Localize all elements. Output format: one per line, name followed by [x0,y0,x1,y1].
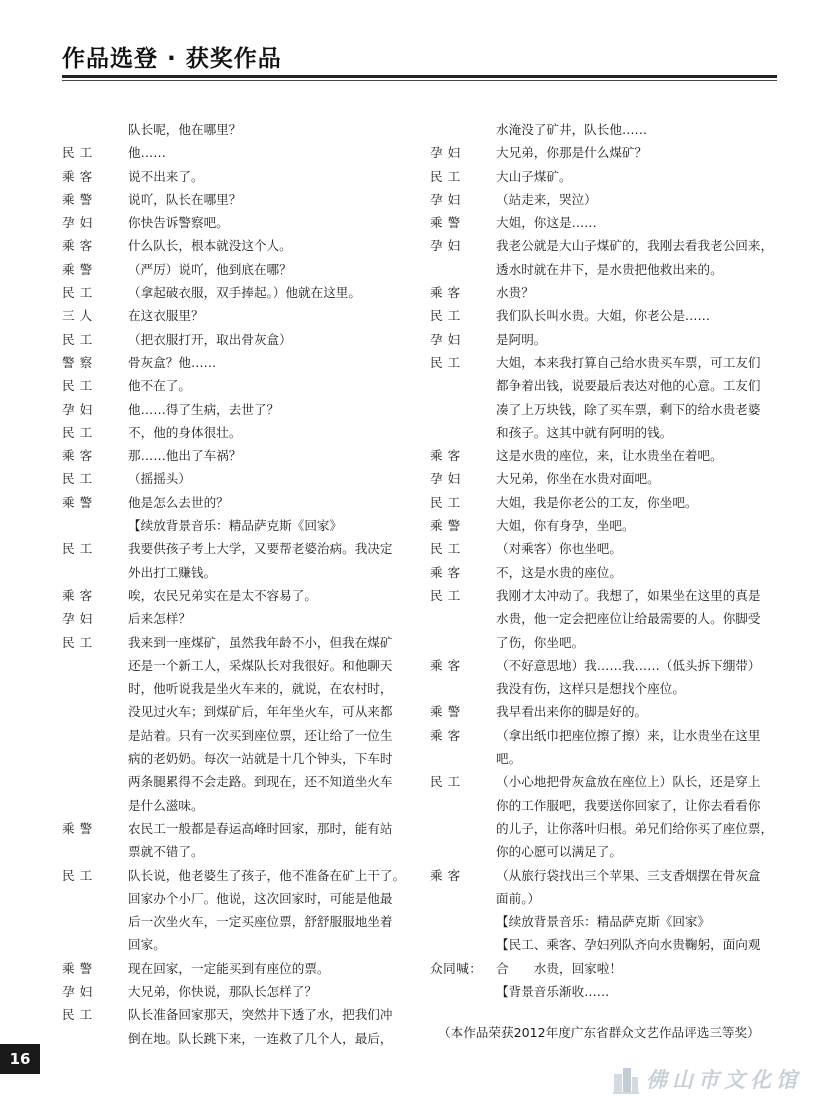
script-line [430,141,775,164]
speaker-label: 民 工 [430,587,461,603]
dialogue-text: 你的心愿可以满足了。 [496,844,622,860]
script-line [62,864,407,887]
dialogue-text: 说不出来了。 [128,168,204,184]
speaker-label: 乘 客 [62,238,93,254]
dialogue-text: 透水时就在井下，是水贵把他救出来的。 [496,261,723,277]
speaker-label: 民 工 [62,285,93,301]
speaker-label: 乘 警 [62,494,93,510]
building-logo-icon [612,1064,640,1094]
dialogue-text: 了伤，你坐吧。 [496,634,585,650]
script-line [430,304,775,327]
dialogue-text: 大兄弟，你快说，那队长怎样了？ [128,983,317,999]
dialogue-text: （站走来，哭泣） [496,191,597,207]
dialogue-text: 【续放背景音乐：精品萨克斯《回家》 [496,914,711,930]
dialogue-text: 合 水贵，回家啦！ [496,960,622,976]
script-line [62,444,407,467]
script-line [62,561,407,584]
speaker-label: 乘 客 [430,564,461,580]
dialogue-text: 队长说，他老婆生了孩子，他不准备在矿上干了。 [128,867,406,883]
script-line [62,118,407,141]
dialogue-text: 大姐，本来我打算自己给水贵买车票，可工友们 [496,354,761,370]
dialogue-text: 什么队长，根本就没这个人。 [128,238,292,254]
speaker-label: 民 工 [62,145,93,161]
dialogue-text: 队长呢，他在哪里？ [128,122,242,137]
dialogue-text: 水贵，他一定会把座位让给最需要的人。你脚受 [496,611,761,627]
dialogue-text: 你快告诉警察吧。 [128,215,229,231]
header-rule-thin [62,80,777,81]
dialogue-text: （小心地把骨灰盒放在座位上）队长，还是穿上 [496,774,761,790]
dialogue-text: 我早看出来你的脚是好的。 [496,704,648,720]
speaker-label: 民 工 [62,1007,93,1023]
dialogue-text: 那……他出了车祸？ [128,448,242,464]
dialogue-text: 农民工一般都是春运高峰时回家，那时，能有站 [128,820,393,836]
speaker-label: 民 工 [62,867,93,883]
script-line [430,700,775,723]
speaker-label: 乘 客 [430,867,461,883]
script-line [430,980,775,1003]
script-line [62,677,407,700]
speaker-label: 孕 妇 [430,145,461,161]
script-line [62,467,407,490]
dialogue-text: 回家。 [128,937,166,953]
speaker-label: 乘 客 [430,448,461,464]
script-line [62,700,407,723]
script-line [62,957,407,980]
dialogue-text: 他不在了。 [128,378,191,394]
speaker-label: 民 工 [430,541,461,557]
script-line [62,607,407,630]
dialogue-text: 时，他听说我是坐火车来的，就说，在农村时， [128,681,393,697]
script-line [430,374,775,397]
script-line [62,188,407,211]
dialogue-text: 大姐，我是你老公的工友，你坐吧。 [496,494,698,510]
dialogue-text: 是什么滋味。 [128,797,204,813]
dialogue-text: 倒在地。队长跳下来，一连救了几个人，最后， [128,1030,393,1046]
dialogue-text: （不好意思地）我……我……（低头拆下绷带） [496,657,761,673]
speaker-label: 乘 警 [62,820,93,836]
speaker-label: 乘 警 [62,960,93,976]
speaker-label: 乘 警 [62,191,93,207]
dialogue-text: 凑了上万块钱，除了买车票，剩下的给水贵老婆 [496,401,761,417]
script-line [430,234,775,257]
speaker-label: 民 工 [430,774,461,790]
script-line [62,910,407,933]
script-line [430,165,775,188]
dialogue-text: 大兄弟，你坐在水贵对面吧。 [496,471,660,487]
script-line [430,118,775,141]
dialogue-text: 是站着。只有一次买到座位票，还让给了一位生 [128,727,393,743]
script-line [430,351,775,374]
script-line [62,631,407,654]
speaker-label: 乘 警 [62,261,93,277]
speaker-label: 孕 妇 [62,983,93,999]
dialogue-text: （把衣服打开，取出骨灰盒） [128,331,292,347]
dialogue-text: 外出打工赚钱。 [128,564,217,580]
dialogue-text: 不，这是水贵的座位。 [496,564,622,580]
script-line [62,165,407,188]
script-line [430,887,775,910]
watermark-text: 佛山市文化馆 [646,1067,802,1092]
dialogue-text: 【民工、乘客、孕妇列队齐向水贵鞠躬，面向观 [496,937,761,953]
script-line [62,141,407,164]
dialogue-text: 不，他的身体很壮。 [128,424,242,440]
speaker-label: 乘 警 [430,215,461,231]
page-number: 16 [0,1044,40,1074]
speaker-label: 孕 妇 [62,611,93,627]
dialogue-text: 还是一个新工人，采煤队长对我很好。和他聊天 [128,657,393,673]
speaker-label: 孕 妇 [430,331,461,347]
dialogue-text: 我们队长叫水贵。大姐，你老公是…… [496,308,711,324]
dialogue-text: 我刚才太冲动了。我想了，如果坐在这里的真是 [496,587,761,603]
script-line [430,724,775,747]
script-line [62,747,407,770]
script-line [62,840,407,863]
script-line [62,211,407,234]
dialogue-text: 骨灰盒？他…… [128,354,217,370]
script-line [430,817,775,840]
script-line [430,467,775,490]
dialogue-text: （对乘客）你也坐吧。 [496,541,622,557]
script-line [62,724,407,747]
dialogue-text: 两条腿累得不会走路。到现在，还不知道坐火车 [128,774,393,790]
right-script-column [430,118,775,1003]
dialogue-text: 他是怎么去世的？ [128,494,229,510]
script-line [430,258,775,281]
script-line [62,933,407,956]
speaker-label: 乘 警 [430,518,461,534]
speaker-label: 孕 妇 [430,238,461,254]
dialogue-text: 这是水贵的座位，来，让水贵坐在着吧。 [496,448,723,464]
speaker-label: 孕 妇 [62,401,93,417]
script-line [430,561,775,584]
dialogue-text: 你的工作服吧，我要送你回家了，让你去看看你 [496,797,761,813]
script-line [62,514,407,537]
script-line [430,328,775,351]
script-line [430,794,775,817]
dialogue-text: 和孩子。这其中就有阿明的钱。 [496,424,673,440]
dialogue-text: 后来怎样？ [128,611,191,627]
dialogue-text: 的儿子，让你落叶归根。弟兄们给你买了座位票， [496,820,774,836]
dialogue-text: 后一次坐火车，一定买座位票，舒舒服服地坐着 [128,914,393,930]
script-line [430,864,775,887]
script-line [430,537,775,560]
speaker-label: 民 工 [62,634,93,650]
script-line [62,491,407,514]
speaker-label: 孕 妇 [430,471,461,487]
script-line [62,817,407,840]
dialogue-text: （摇摇头） [128,471,191,487]
dialogue-text: 队长准备回家那天，突然井下透了水，把我们冲 [128,1007,393,1023]
header-rule-thick [62,75,777,78]
dialogue-text: 大兄弟，你那是什么煤矿？ [496,145,648,161]
script-line [430,747,775,770]
script-line [430,421,775,444]
dialogue-text: 病的老奶奶。每次一站就是十几个钟头，下车时 [128,751,393,767]
script-line [62,351,407,374]
award-note: （本作品荣获2012年度广东省群众文艺作品评选三等奖） [438,1025,760,1040]
script-line [62,980,407,1003]
script-line [62,398,407,421]
speaker-label: 乘 客 [62,168,93,184]
script-line [430,957,775,980]
dialogue-text: 我老公就是大山子煤矿的，我刚去看我老公回来， [496,238,774,254]
dialogue-text: （从旅行袋找出三个苹果、三支香烟摆在骨灰盒 [496,867,761,883]
dialogue-text: （拿起破衣服，双手捧起。）他就在这里。 [128,285,361,301]
dialogue-text: （严厉）说吖，他到底在哪？ [128,261,292,277]
speaker-label: 民 工 [62,541,93,557]
dialogue-text: 在这衣服里？ [128,308,204,324]
dialogue-text: 吧。 [496,751,522,767]
script-line [430,933,775,956]
script-line [430,677,775,700]
script-line [62,584,407,607]
speaker-label: 民 工 [430,308,461,324]
script-line [430,840,775,863]
dialogue-text: 我要供孩子考上大学，又要帮老婆治病。我决定 [128,541,393,557]
script-line [62,258,407,281]
speaker-label: 民 工 [430,168,461,184]
script-line [62,537,407,560]
dialogue-text: 现在回家，一定能买到有座位的票。 [128,960,330,976]
speaker-label: 乘 客 [430,657,461,673]
script-line [430,281,775,304]
speaker-label: 乘 警 [430,704,461,720]
watermark [612,1062,802,1096]
dialogue-text: 说吖，队长在哪里？ [128,191,242,207]
script-line [62,1027,407,1050]
dialogue-text: 我没有伤，这样只是想找个座位。 [496,681,685,697]
dialogue-text: 【续放背景音乐：精品萨克斯《回家》 [128,518,343,534]
script-line [430,398,775,421]
script-line [430,211,775,234]
script-line [62,234,407,257]
dialogue-text: 水淹没了矿井，队长他…… [496,122,648,137]
dialogue-text: 回家办个小厂。他说，这次回家时，可能是他最 [128,890,393,906]
dialogue-text: （拿出纸巾把座位擦了擦）来，让水贵坐在这里 [496,727,761,743]
dialogue-text: 水贵？ [496,285,534,301]
script-line [62,281,407,304]
script-line [62,304,407,327]
dialogue-text: 没见过火车；到煤矿后，年年坐火车，可从来都 [128,704,393,720]
script-line [430,631,775,654]
speaker-label: 民 工 [430,354,461,370]
script-line [430,188,775,211]
script-line [430,910,775,933]
speaker-label: 乘 客 [430,727,461,743]
dialogue-text: 他……得了生病，去世了？ [128,401,280,417]
page-header-title: 作品选登 · 获奖作品 [62,46,282,72]
speaker-label: 民 工 [62,378,93,394]
speaker-label: 乘 客 [430,285,461,301]
script-line [430,654,775,677]
script-line [430,584,775,607]
dialogue-text: 是阿明。 [496,331,547,347]
script-line [430,491,775,514]
speaker-label: 乘 客 [62,587,93,603]
script-line [62,374,407,397]
dialogue-text: 他…… [128,145,166,161]
speaker-label: 民 工 [430,494,461,510]
dialogue-text: 【背景音乐渐收…… [496,983,610,999]
speaker-label: 孕 妇 [430,191,461,207]
speaker-label: 孕 妇 [62,215,93,231]
speaker-label: 警 察 [62,354,93,370]
dialogue-text: 都争着出钱，说要最后表达对他的心意。工友们 [496,378,761,394]
speaker-label: 民 工 [62,471,93,487]
script-line [62,421,407,444]
dialogue-text: 大姐，你有身孕，坐吧。 [496,518,635,534]
script-line [62,654,407,677]
speaker-label: 三 人 [62,308,93,324]
speaker-label: 民 工 [62,331,93,347]
dialogue-text: 大姐，你这是…… [496,215,597,231]
script-line [430,607,775,630]
dialogue-text: 大山子煤矿。 [496,168,572,184]
script-line [430,444,775,467]
script-line [62,328,407,351]
left-script-column [62,118,407,1050]
speaker-label: 民 工 [62,424,93,440]
script-line [430,770,775,793]
dialogue-text: 面前。） [496,890,541,906]
script-line [62,1003,407,1026]
speaker-label: 众同喊： [430,960,483,976]
speaker-label: 乘 客 [62,448,93,464]
script-line [62,794,407,817]
dialogue-text: 唉，农民兄弟实在是太不容易了。 [128,587,317,603]
dialogue-text: 我来到一座煤矿，虽然我年龄不小，但我在煤矿 [128,634,393,650]
dialogue-text: 票就不错了。 [128,844,204,860]
script-line [430,514,775,537]
script-line [62,887,407,910]
script-line [62,770,407,793]
